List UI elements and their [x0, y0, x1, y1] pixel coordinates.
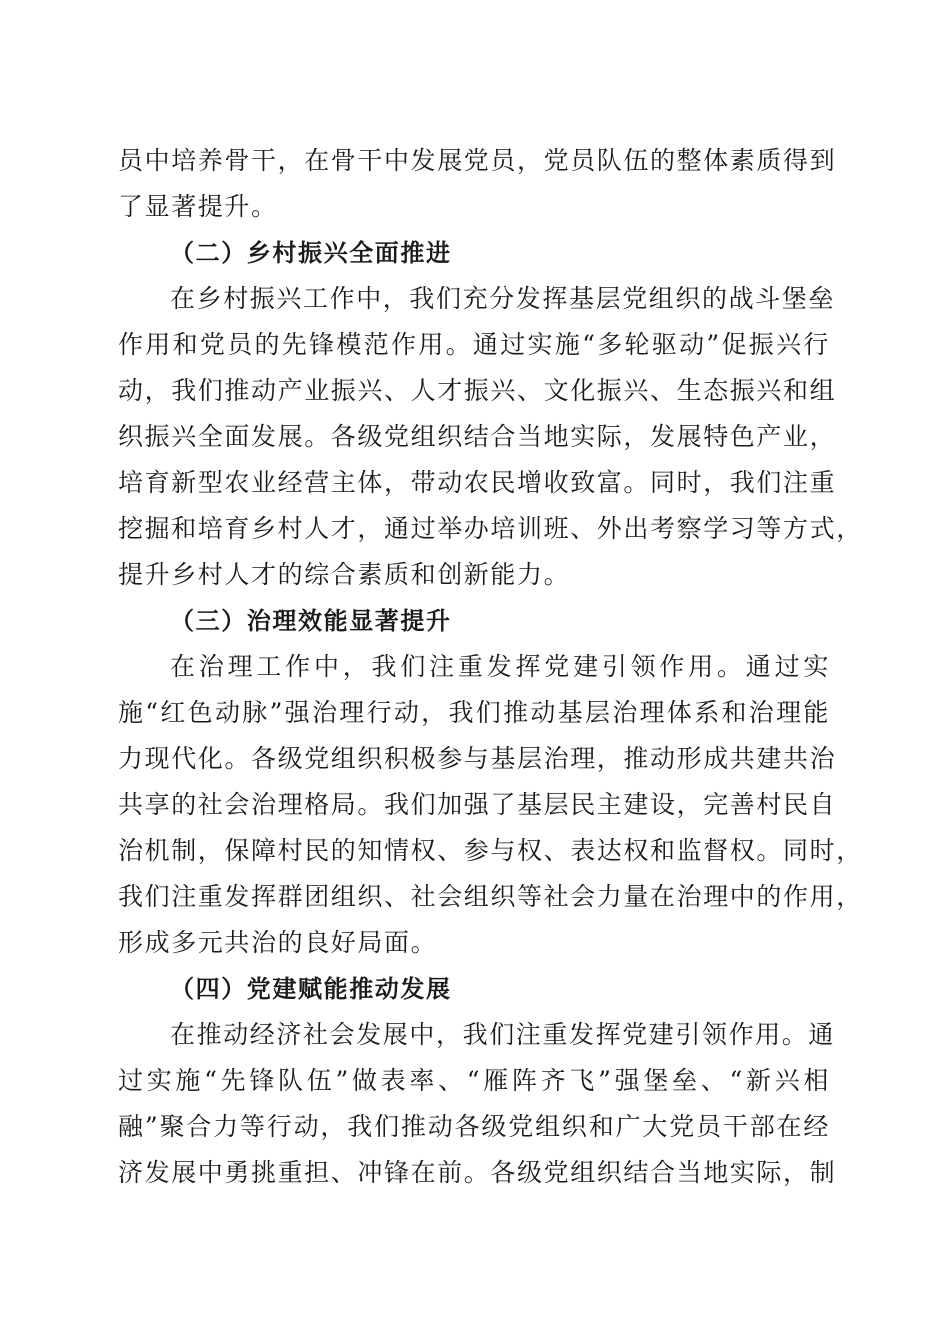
text-line: 在乡村振兴工作中，我们充分发挥基层党组织的战斗堡垒 — [170, 284, 836, 313]
text-line: 在推动经济社会发展中，我们注重发挥党建引领作用。通 — [170, 1020, 836, 1049]
paragraph-continuation — [118, 138, 837, 230]
text-line: 作用和党员的先锋模范作用。通过实施“多轮驱动”促振兴行 — [118, 330, 830, 359]
text-line: 挖掘和培育乡村人才，通过举办培训班、外出考察学习等方式， — [118, 514, 863, 543]
text-line: 形成多元共治的良好局面。 — [118, 928, 438, 957]
text-line: 济发展中勇挑重担、冲锋在前。各级党组织结合当地实际，制 — [118, 1158, 837, 1187]
section-heading-4: （四）党建赋能推动发展 — [170, 975, 452, 1003]
paragraph-governance — [118, 644, 863, 966]
document-body — [118, 138, 863, 1196]
text-line: 施“红色动脉”强治理行动，我们推动基层治理体系和治理能 — [118, 698, 830, 727]
text-line: 共享的社会治理格局。我们加强了基层民主建设，完善村民自 — [118, 790, 837, 819]
text-line: 在治理工作中，我们注重发挥党建引领作用。通过实 — [170, 652, 830, 681]
text-line: 提升乡村人才的综合素质和创新能力。 — [118, 560, 571, 589]
text-line: 融”聚合力等行动，我们推动各级党组织和广大党员干部在经 — [118, 1112, 830, 1141]
text-line: 了显著提升。 — [118, 192, 278, 221]
text-line: 过实施“先锋队伍”做表率、“雁阵齐飞”强堡垒、“新兴相 — [118, 1066, 830, 1095]
text-line: 力现代化。各级党组织积极参与基层治理，推动形成共建共治 — [118, 744, 837, 773]
text-line: 员中培养骨干，在骨干中发展党员，党员队伍的整体素质得到 — [118, 146, 837, 175]
text-line: 治机制，保障村民的知情权、参与权、表达权和监督权。同时， — [118, 836, 863, 865]
text-line: 织振兴全面发展。各级党组织结合当地实际，发展特色产业， — [118, 422, 837, 451]
text-line: 我们注重发挥群团组织、社会组织等社会力量在治理中的作用， — [118, 882, 863, 911]
section-heading-2: （二）乡村振兴全面推进 — [170, 239, 452, 267]
text-line: 动，我们推动产业振兴、人才振兴、文化振兴、生态振兴和组 — [118, 376, 837, 405]
section-heading-3: （三）治理效能显著提升 — [170, 607, 452, 635]
paragraph-rural-revitalization — [118, 276, 863, 598]
paragraph-development — [118, 1012, 837, 1196]
text-line: 培育新型农业经营主体，带动农民增收致富。同时，我们注重 — [118, 468, 837, 497]
